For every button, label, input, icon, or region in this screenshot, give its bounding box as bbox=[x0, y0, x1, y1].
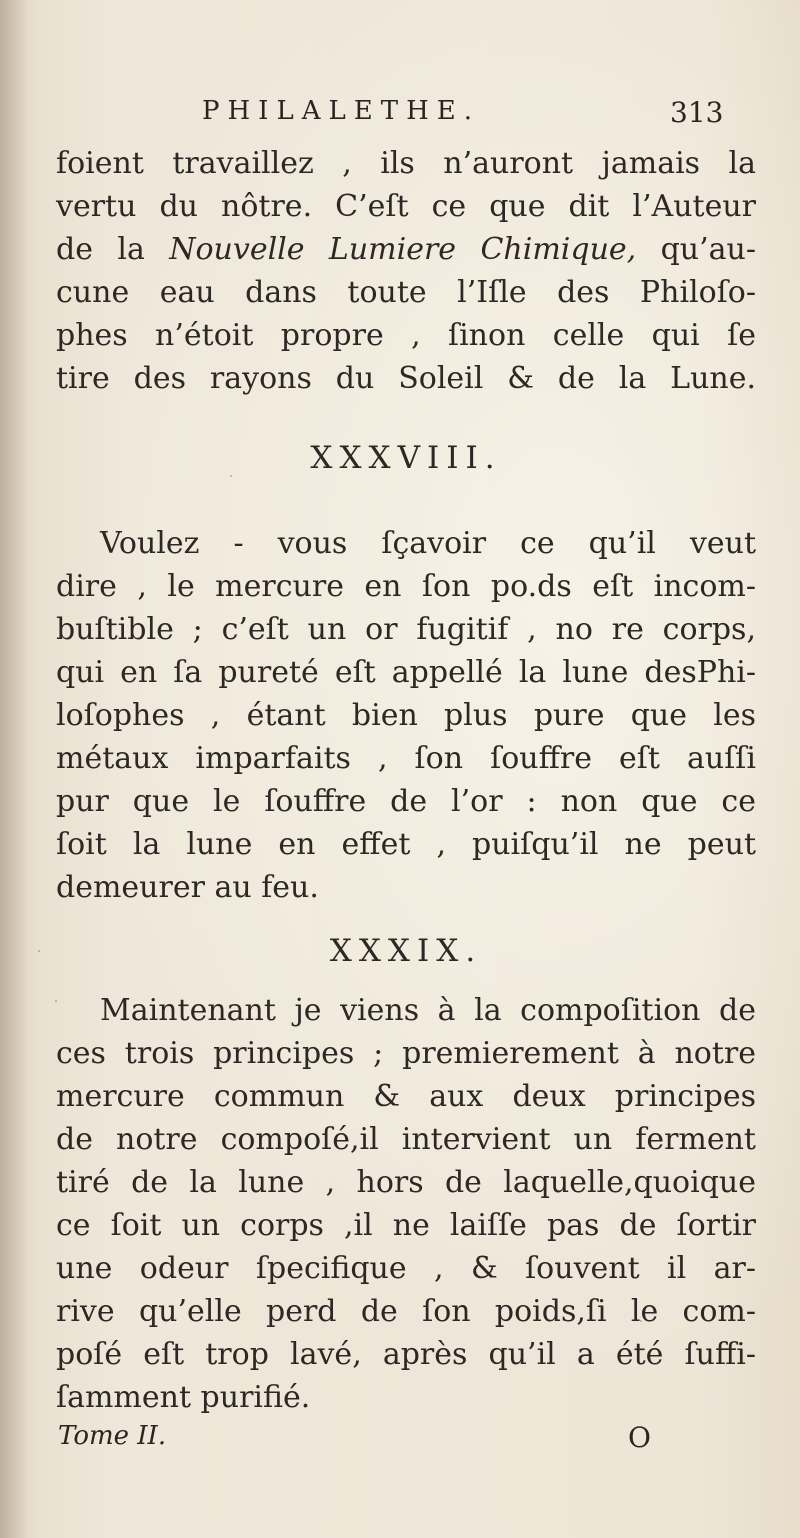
text-fragment: de la bbox=[56, 232, 145, 267]
section-39-body bbox=[56, 989, 756, 1419]
page-text bbox=[56, 96, 756, 1467]
text-line: loſophes , étant bien plus pure que les bbox=[56, 698, 756, 733]
text-line: poſé eſt trop lavé, après qu’il a été ſuffi- bbox=[56, 1337, 756, 1372]
text-line: tiré de la lune , hors de laquelle,quoique bbox=[56, 1165, 756, 1200]
page-header bbox=[56, 96, 756, 142]
text-line: ſoit la lune en effet , puiſqu’il ne peut bbox=[56, 827, 756, 862]
text-line: ce ſoit un corps ,il ne laiſſe pas de ſortir bbox=[56, 1208, 756, 1243]
gathering-signature: O bbox=[628, 1421, 651, 1454]
section-heading-38: XXXVIII. bbox=[310, 440, 502, 476]
paper-speck bbox=[38, 950, 40, 952]
text-line: de notre compoſé,il intervient un ferment bbox=[56, 1122, 756, 1157]
text-line: dire , le mercure en ſon po.ds eſt incom- bbox=[56, 569, 756, 604]
paper-speck bbox=[230, 475, 232, 477]
paragraph-continued bbox=[56, 142, 756, 400]
running-title: PHILALETHE. bbox=[202, 96, 480, 126]
text-line: ces trois principes ; premierement à notre bbox=[56, 1036, 756, 1071]
binding-shadow bbox=[0, 0, 28, 1538]
text-line: foient travaillez , ils n’auront jamais la bbox=[56, 146, 756, 181]
text-line: Maintenant je viens à la compoſition de bbox=[100, 993, 756, 1028]
text-fragment: qu’au- bbox=[660, 232, 756, 267]
text-line: mercure commun & aux deux principes bbox=[56, 1079, 756, 1114]
page-footer bbox=[56, 1421, 756, 1467]
book-title: Nouvelle Lumiere Chimique, bbox=[169, 232, 637, 267]
text-line: rive qu’elle perd de ſon poids,ſi le com- bbox=[56, 1294, 756, 1329]
text-line: phes n’étoit propre , ſinon celle qui ſe bbox=[56, 318, 756, 353]
text-line: ſamment purifié. bbox=[56, 1380, 311, 1415]
text-line: pur que le ſouffre de l’or : non que ce bbox=[56, 784, 756, 819]
text-line: vertu du nôtre. C’eſt ce que dit l’Auteur bbox=[56, 189, 756, 224]
section-38-body bbox=[56, 522, 756, 909]
text-line: une odeur ſpecifique , & ſouvent il ar- bbox=[56, 1251, 756, 1286]
text-line: Voulez - vous ſçavoir ce qu’il veut bbox=[100, 526, 756, 561]
page-number: 313 bbox=[670, 96, 724, 129]
text-line: métaux imparfaits , ſon ſouffre eſt auſſi bbox=[56, 741, 756, 776]
text-line: cune eau dans toute l’Iſle des Philoſo- bbox=[56, 275, 756, 310]
volume-signature: Tome II. bbox=[58, 1421, 167, 1451]
paper-speck bbox=[640, 1320, 642, 1322]
text-line: qui en ſa pureté eſt appellé la lune desPhi- bbox=[56, 655, 756, 690]
text-line: buſtible ; c’eſt un or fugitif , no re corps, bbox=[56, 612, 756, 647]
paper-speck bbox=[55, 1000, 57, 1002]
section-heading-39: XXXIX. bbox=[329, 933, 483, 969]
text-line: tire des rayons du Soleil & de la Lune. bbox=[56, 361, 756, 396]
text-line bbox=[56, 228, 756, 271]
text-line: demeurer au feu. bbox=[56, 870, 319, 905]
